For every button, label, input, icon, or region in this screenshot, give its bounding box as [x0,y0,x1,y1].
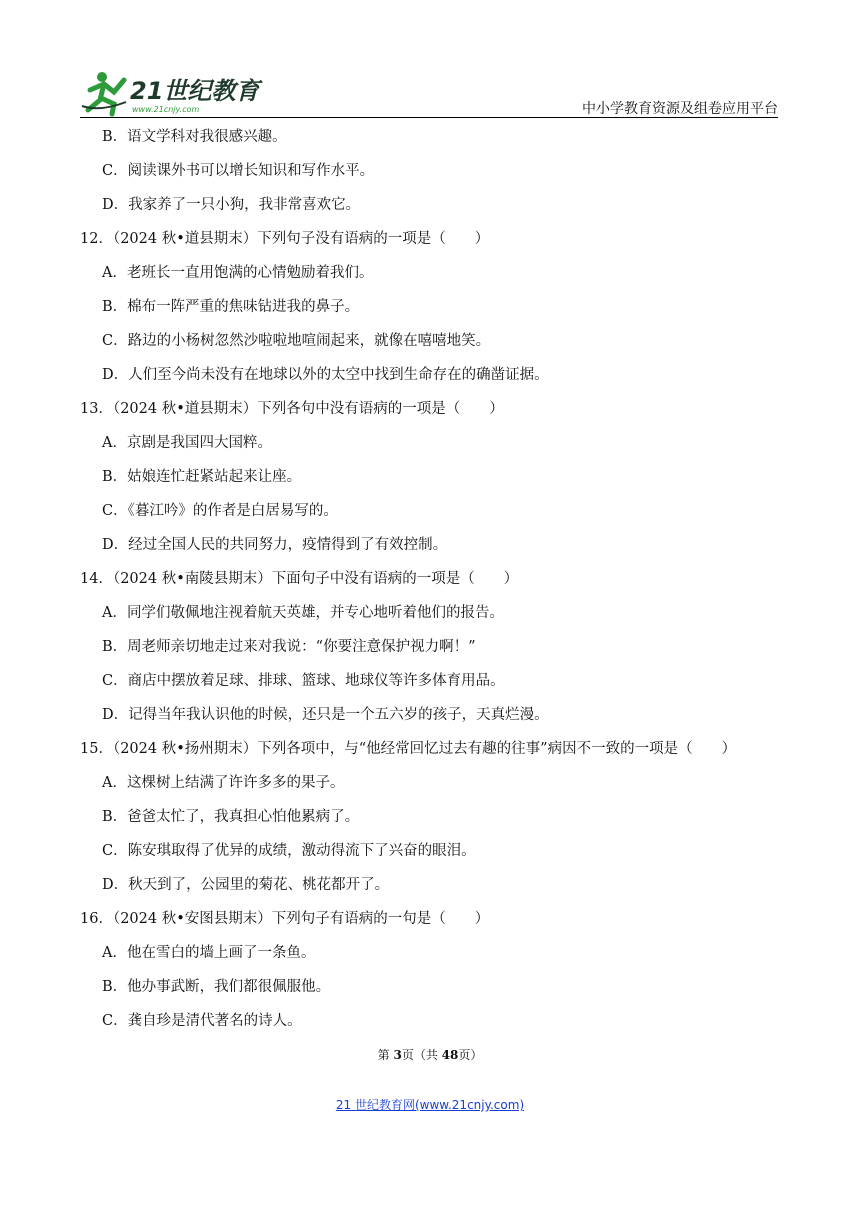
answer-option: C．路边的小杨树忽然沙啦啦地喧闹起来，就像在嘻嘻地笑。 [102,333,491,349]
answer-option: D．记得当年我认识他的时候，还只是一个五六岁的孩子，天真烂漫。 [102,707,549,723]
footer-site-link-row [0,1096,860,1113]
answer-option: C．《暮江吟》的作者是白居易写的。 [102,503,338,519]
logo-url: www.21cnjy.com [132,105,200,114]
page-number [0,1046,860,1063]
answer-option: A．他在雪白的墙上画了一条鱼。 [102,945,316,961]
answer-option: D．人们至今尚未没有在地球以外的太空中找到生命存在的确凿证据。 [102,367,549,383]
question-stem: 16．（2024 秋•安图县期末）下列句子有语病的一句是（ ） [80,911,490,927]
answer-option: B．他办事武断，我们都很佩服他。 [102,979,331,995]
page-mid: 页（共 [401,1048,442,1062]
page-prefix: 第 [377,1048,394,1062]
answer-option: A．老班长一直用饱满的心情勉励着我们。 [102,265,374,281]
answer-option: A．京剧是我国四大国粹。 [102,435,272,451]
header-platform-name: 中小学教育资源及组卷应用平台 [582,101,778,117]
footer-site-link[interactable]: 21 世纪教育网(www.21cnjy.com) [335,1098,525,1112]
answer-option: C．龚自珍是清代著名的诗人。 [102,1013,302,1029]
answer-option: C．阅读课外书可以增长知识和写作水平。 [102,163,375,179]
answer-option: B．周老师亲切地走过来对我说：“你要注意保护视力啊！” [102,639,476,655]
answer-option: A．同学们敬佩地注视着航天英雄，并专心地听着他们的报告。 [102,605,504,621]
answer-option: D．经过全国人民的共同努力，疫情得到了有效控制。 [102,537,448,553]
answer-option: B．语文学科对我很感兴趣。 [102,129,287,145]
question-stem: 14．（2024 秋•南陵县期末）下面句子中没有语病的一项是（ ） [80,571,519,587]
question-stem: 13．（2024 秋•道县期末）下列各句中没有语病的一项是（ ） [80,401,504,417]
answer-option: A．这棵树上结满了许许多多的果子。 [102,775,345,791]
page-header [80,66,778,118]
total-pages: 48 [441,1048,459,1062]
question-list [80,120,780,1038]
logo-21cnjy[interactable] [80,66,280,118]
answer-option: C．陈安琪取得了优异的成绩，激动得流下了兴奋的眼泪。 [102,843,476,859]
question-stem: 15．（2024 秋•扬州期末）下列各项中，与“他经常回忆过去有趣的往事”病因不一致的一项是（ ） [80,741,737,757]
answer-option: B．棉布一阵严重的焦味钻进我的鼻子。 [102,299,360,315]
header-divider [80,117,778,118]
question-stem: 12．（2024 秋•道县期末）下列句子没有语病的一项是（ ） [80,231,490,247]
answer-option: D．秋天到了，公园里的菊花、桃花都开了。 [102,877,390,893]
answer-option: D．我家养了一只小狗，我非常喜欢它。 [102,197,361,213]
answer-option: B．爸爸太忙了，我真担心怕他累病了。 [102,809,360,825]
logo-text: 21世纪教育 [130,77,260,105]
answer-option: C．商店中摆放着足球、排球、篮球、地球仪等许多体育用品。 [102,673,505,689]
current-page: 3 [393,1048,402,1062]
answer-option: B．姑娘连忙赶紧站起来让座。 [102,469,302,485]
page-suffix: 页） [458,1048,483,1062]
